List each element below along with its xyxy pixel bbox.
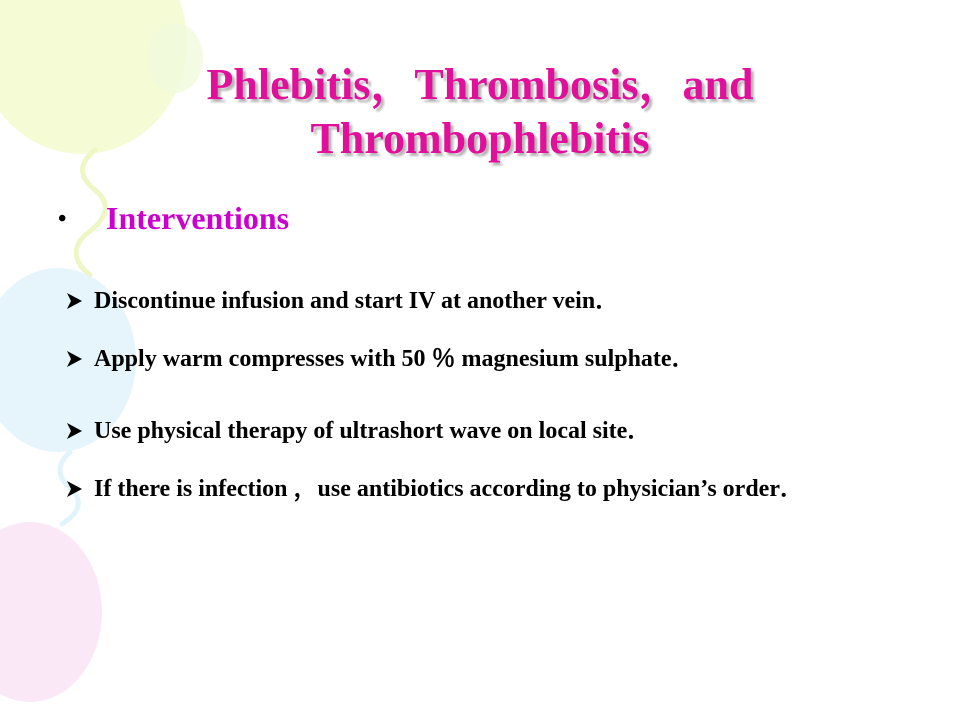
list-item xyxy=(62,272,886,330)
list-item xyxy=(62,330,886,388)
slide-title-line-1: Phlebitis，Thrombosis，and xyxy=(206,60,754,109)
slide-title-line-2: Thrombophlebitis xyxy=(310,114,650,163)
list-item xyxy=(62,460,886,518)
bullet-icon: • xyxy=(58,206,67,232)
list-item-text: If there is infection ，use antibiotics according to physician’s order． xyxy=(94,476,804,502)
list-item xyxy=(62,402,886,460)
arrow-bullet-icon xyxy=(62,272,86,330)
pink-balloon xyxy=(0,522,102,702)
list-item-text: Use physical therapy of ultrashort wave on local site． xyxy=(94,418,652,444)
list-item-text: Apply warm compresses with 50 ％ magnesium sulphate． xyxy=(94,346,696,372)
section-heading-text: Interventions xyxy=(106,200,290,236)
arrow-bullet-icon xyxy=(62,402,86,460)
arrow-bullet-icon xyxy=(62,460,86,518)
arrow-bullet-icon xyxy=(62,330,86,388)
list-item-text: Discontinue infusion and start IV at another vein． xyxy=(94,288,620,314)
section-heading xyxy=(58,196,289,241)
slide-title xyxy=(60,58,900,166)
interventions-list xyxy=(62,272,886,518)
